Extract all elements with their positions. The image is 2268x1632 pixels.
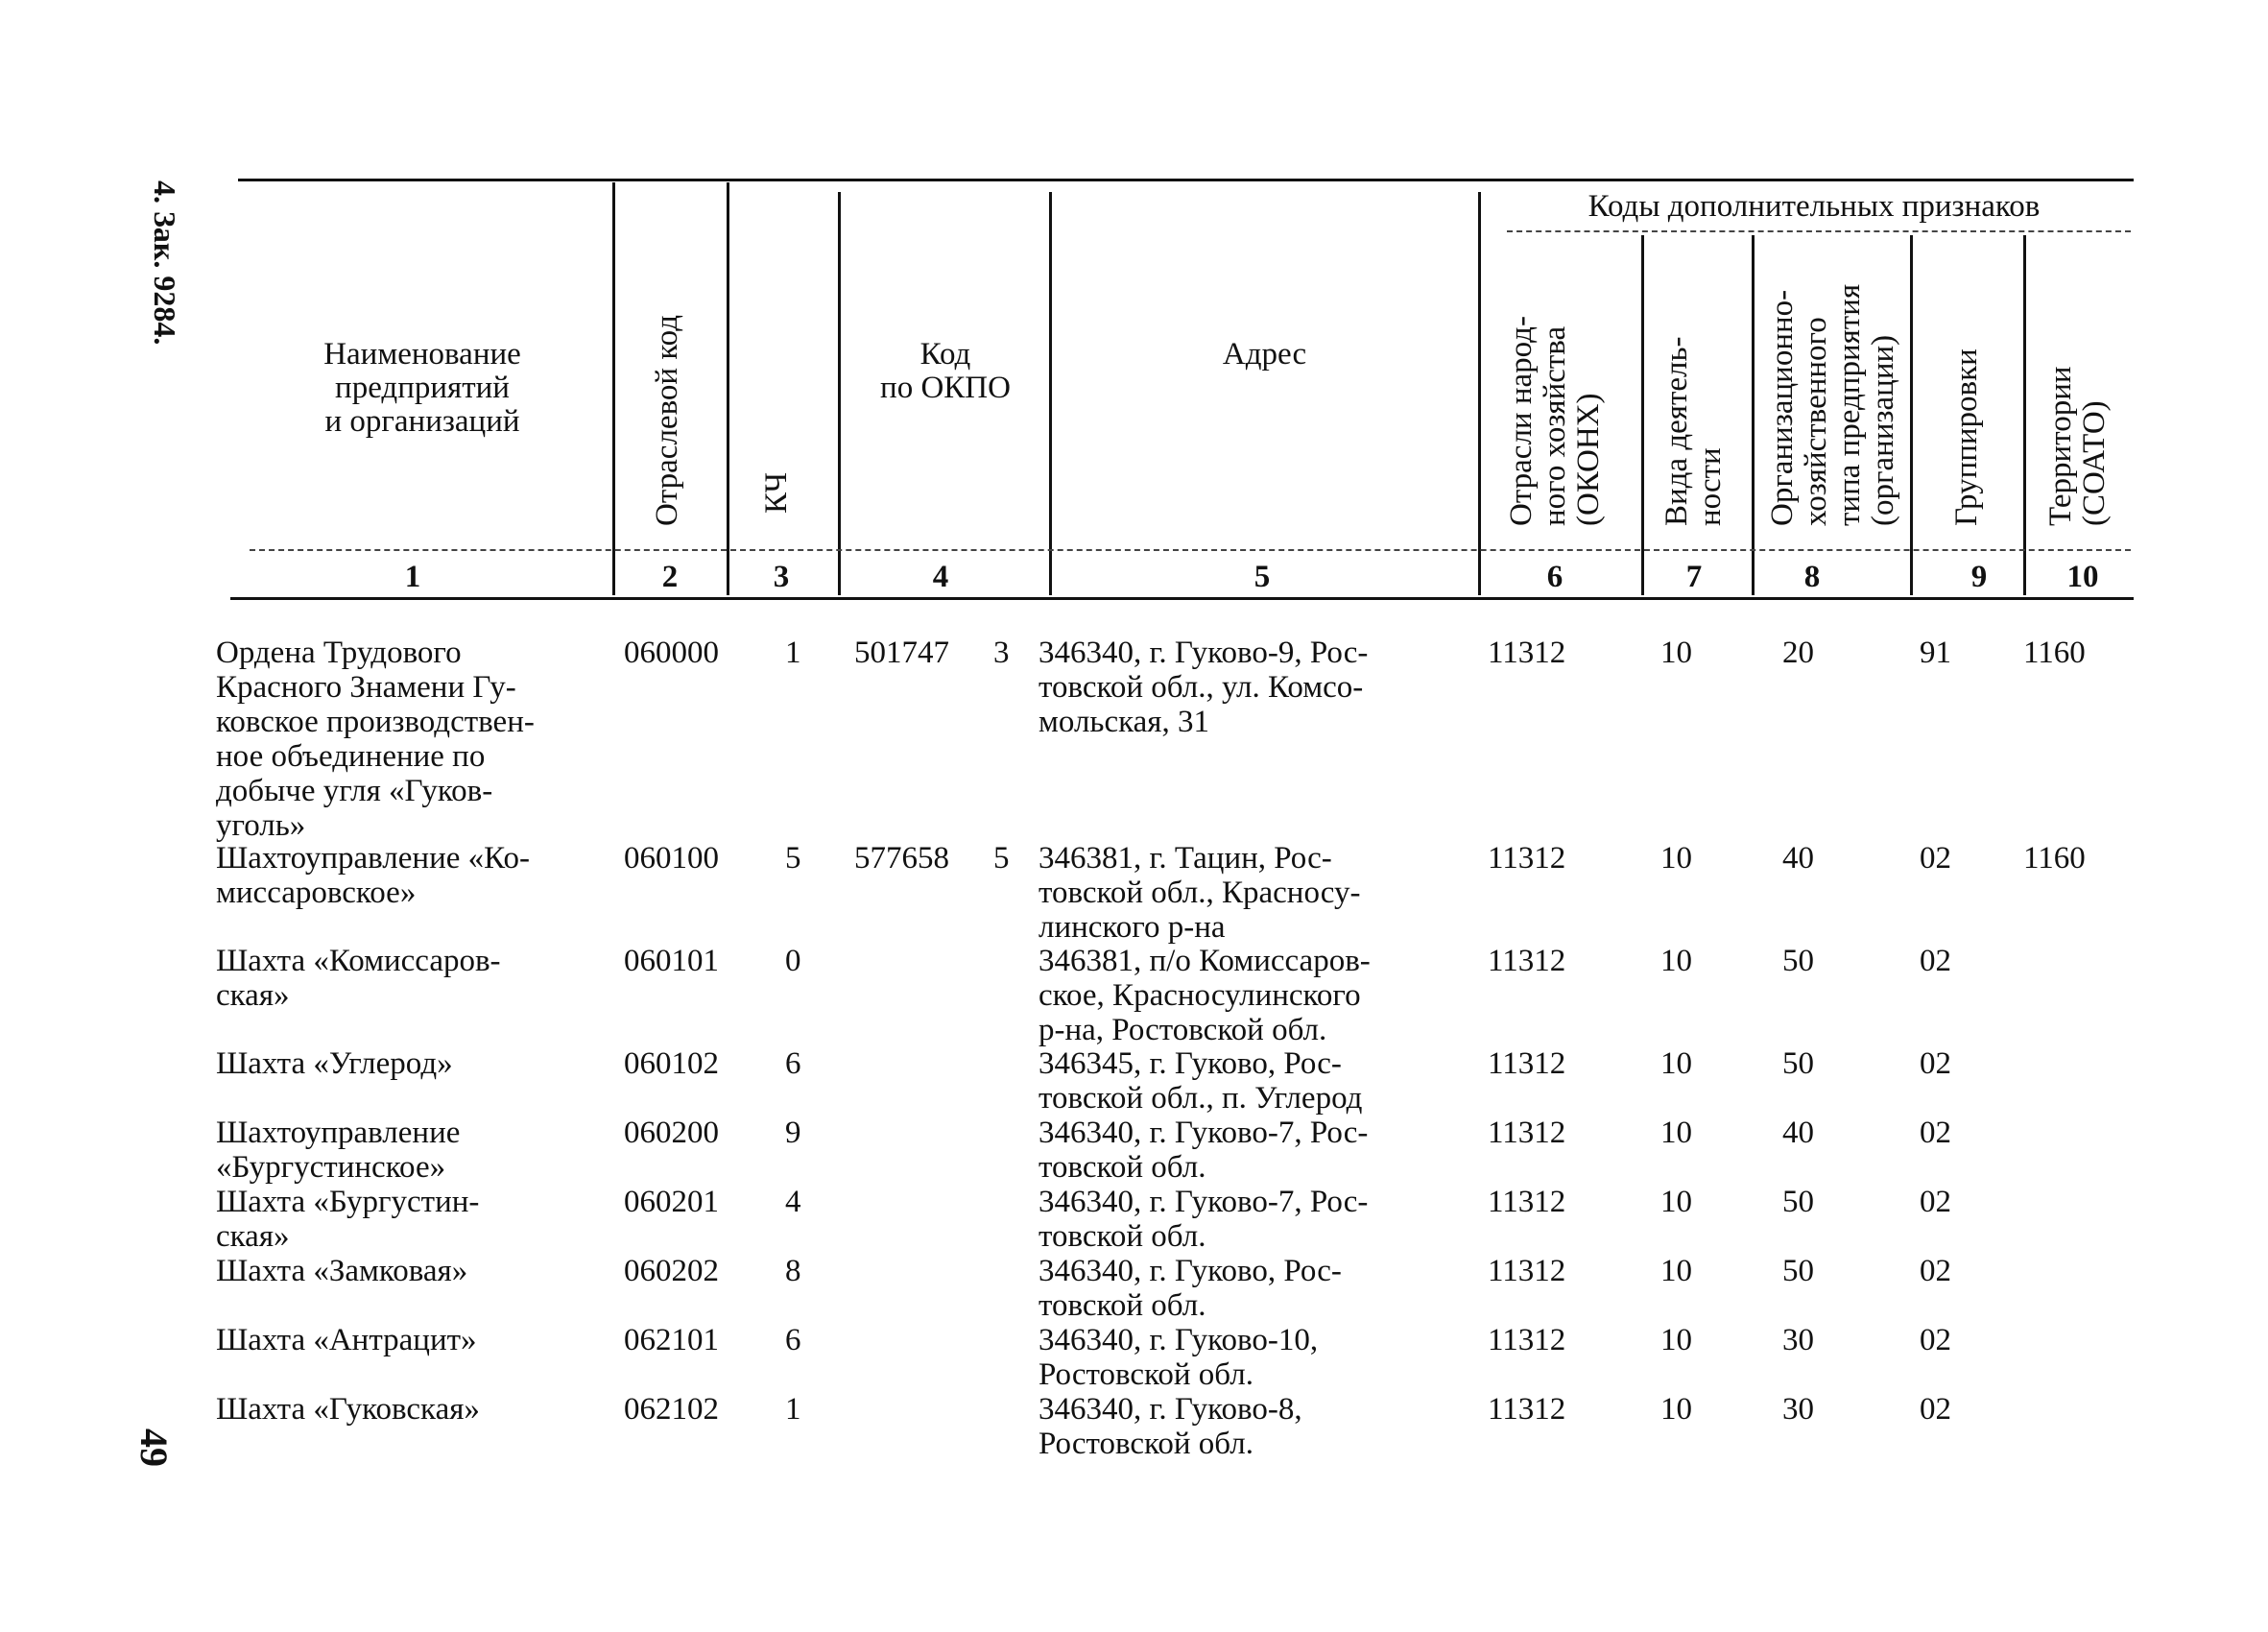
header-divider	[1049, 192, 1052, 595]
header-divider	[1752, 235, 1755, 595]
address	[1039, 1392, 1461, 1461]
sector-code: 060102	[624, 1046, 719, 1081]
address	[1039, 636, 1461, 739]
header-org-type-line: (организации)	[1866, 334, 1900, 526]
column-number: 7	[1685, 560, 1703, 594]
okpo-check: 3	[993, 636, 1010, 670]
org-name-line: Шахта «Замковая»	[216, 1254, 468, 1288]
header-org-type-line: типа предприятия	[1832, 283, 1867, 526]
header-name-line: предприятий	[335, 371, 510, 405]
grouping: 02	[1920, 1116, 1951, 1150]
org-name-line: миссаровское»	[216, 876, 417, 910]
header-grouping: Группировки	[1949, 348, 1984, 526]
okonh: 11312	[1488, 1254, 1566, 1288]
header-okonh-line: ного хозяйства	[1538, 325, 1572, 526]
column-number: 8	[1803, 560, 1821, 594]
header-bottom-rule	[230, 597, 2134, 600]
org-name	[216, 841, 619, 910]
sector-code: 060202	[624, 1254, 719, 1288]
address-line: 346340, г. Гуково, Рос-	[1039, 1254, 1342, 1288]
org-name-line: Ордена Трудового	[216, 636, 462, 670]
soato: 1160	[2023, 636, 2086, 670]
header-group-rule	[1507, 230, 2131, 232]
address-line: мольская, 31	[1039, 705, 1209, 739]
org-name-line: ковское производствен-	[216, 705, 535, 739]
activity: 10	[1660, 1323, 1692, 1357]
grouping: 02	[1920, 1323, 1951, 1357]
address-line: товской обл., Красносу-	[1039, 876, 1361, 910]
kch: 5	[785, 841, 801, 876]
address-line: 346340, г. Гуково-7, Рос-	[1039, 1185, 1369, 1219]
okonh: 11312	[1488, 1323, 1566, 1357]
sector-code: 062101	[624, 1323, 719, 1357]
sector-code: 060100	[624, 841, 719, 876]
org-name-line: ская»	[216, 978, 290, 1013]
org-type: 30	[1782, 1323, 1814, 1357]
header-group-title: Коды дополнительных признаков	[1588, 189, 2041, 224]
kch: 0	[785, 944, 801, 978]
address-line: товской обл., п. Углерод	[1039, 1081, 1363, 1116]
column-number: 3	[773, 560, 790, 594]
sector-code: 060101	[624, 944, 719, 978]
header-address: Адрес	[1222, 337, 1307, 372]
okonh: 11312	[1488, 1116, 1566, 1150]
okpo: 577658	[854, 841, 949, 876]
address-line: 346340, г. Гуково-9, Рос-	[1039, 636, 1369, 670]
header-activity-line: Вида деятель-	[1659, 336, 1694, 526]
header-soato-line: Территории	[2043, 366, 2078, 526]
okonh: 11312	[1488, 841, 1566, 876]
header-name-line: Наименование	[323, 337, 521, 372]
column-number: 6	[1546, 560, 1564, 594]
org-type: 50	[1782, 1254, 1814, 1288]
address	[1039, 1323, 1461, 1392]
address-line: 346345, г. Гуково, Рос-	[1039, 1046, 1342, 1081]
address-line: товской обл., ул. Комсо-	[1039, 670, 1364, 705]
kch: 1	[785, 1392, 801, 1427]
org-name-line: добыче угля «Гуков-	[216, 774, 493, 808]
activity: 10	[1660, 841, 1692, 876]
kch: 9	[785, 1116, 801, 1150]
sector-code: 060201	[624, 1185, 719, 1219]
grouping: 02	[1920, 841, 1951, 876]
org-name-line: ская»	[216, 1219, 290, 1254]
address-line: товской обл.	[1039, 1150, 1206, 1185]
header-org-type-line: хозяйственного	[1799, 317, 1833, 526]
sector-code: 060000	[624, 636, 719, 670]
address	[1039, 841, 1461, 945]
header-number-rule	[250, 549, 2131, 551]
header-divider	[1478, 192, 1481, 595]
address	[1039, 1185, 1461, 1254]
okonh: 11312	[1488, 1185, 1566, 1219]
header-activity	[1660, 336, 1728, 526]
address-line: 346340, г. Гуково-8,	[1039, 1392, 1302, 1427]
address-line: Ростовской обл.	[1039, 1427, 1253, 1461]
header-org-type-line: Организационно-	[1765, 289, 1800, 526]
header-okpo-line: Код	[919, 337, 971, 372]
header-okpo-line: по ОКПО	[880, 371, 1011, 405]
org-name	[216, 1185, 619, 1254]
okonh: 11312	[1488, 1392, 1566, 1427]
grouping: 02	[1920, 1392, 1951, 1427]
header-okonh-line: (ОКОНХ)	[1571, 393, 1606, 526]
soato: 1160	[2023, 841, 2086, 876]
address-line: товской обл.	[1039, 1288, 1206, 1323]
address-line: 346340, г. Гуково-10,	[1039, 1323, 1319, 1357]
header-org-type	[1766, 284, 1900, 526]
page-number: 49	[132, 1428, 176, 1467]
kch: 6	[785, 1323, 801, 1357]
column-number: 9	[1970, 560, 1988, 594]
okpo: 501747	[854, 636, 949, 670]
kch: 6	[785, 1046, 801, 1081]
activity: 10	[1660, 1392, 1692, 1427]
address	[1039, 1116, 1461, 1185]
okpo-check: 5	[993, 841, 1010, 876]
activity: 10	[1660, 1046, 1692, 1081]
org-name-line: Шахта «Антрацит»	[216, 1323, 477, 1357]
org-type: 30	[1782, 1392, 1814, 1427]
address-line: 346381, п/о Комиссаров-	[1039, 944, 1371, 978]
activity: 10	[1660, 1254, 1692, 1288]
org-name	[216, 636, 619, 843]
header-divider	[1910, 235, 1913, 595]
org-name-line: Шахта «Углерод»	[216, 1046, 453, 1081]
grouping: 91	[1920, 636, 1951, 670]
activity: 10	[1660, 944, 1692, 978]
org-name	[216, 1046, 619, 1081]
org-name-line: Шахта «Гуковская»	[216, 1392, 480, 1427]
org-name-line: Красного Знамени Гу-	[216, 670, 516, 705]
address-line: р-на, Ростовской обл.	[1039, 1013, 1327, 1047]
address-line: ское, Красносулинского	[1039, 978, 1361, 1013]
okonh: 11312	[1488, 1046, 1566, 1081]
column-number: 10	[2066, 560, 2099, 594]
kch: 4	[785, 1185, 801, 1219]
header-name-line: и организаций	[324, 404, 520, 439]
address	[1039, 1254, 1461, 1323]
header-divider	[838, 192, 841, 595]
org-name-line: Шахта «Бургустин-	[216, 1185, 480, 1219]
header-okpo	[845, 338, 1046, 405]
grouping: 02	[1920, 1254, 1951, 1288]
org-name	[216, 1254, 619, 1288]
org-type: 40	[1782, 1116, 1814, 1150]
org-type: 40	[1782, 841, 1814, 876]
org-name-line: Шахтоуправление	[216, 1116, 461, 1150]
grouping: 02	[1920, 944, 1951, 978]
org-name	[216, 944, 619, 1013]
address-line: 346340, г. Гуково-7, Рос-	[1039, 1116, 1369, 1150]
address-line: товской обл.	[1039, 1219, 1206, 1254]
address-line: 346381, г. Тацин, Рос-	[1039, 841, 1332, 876]
org-name-line: Шахтоуправление «Ко-	[216, 841, 530, 876]
address-line: линского р-на	[1039, 910, 1226, 945]
org-name	[216, 1392, 619, 1427]
sector-code: 062102	[624, 1392, 719, 1427]
org-type: 50	[1782, 944, 1814, 978]
header-name	[250, 338, 595, 439]
header-okonh	[1505, 316, 1606, 526]
address	[1039, 1046, 1461, 1116]
header-divider	[1641, 235, 1644, 595]
org-name-line: Шахта «Комиссаров-	[216, 944, 501, 978]
address	[1039, 944, 1461, 1047]
org-type: 50	[1782, 1046, 1814, 1081]
org-name-line: «Бургустинское»	[216, 1150, 446, 1185]
activity: 10	[1660, 1185, 1692, 1219]
kch: 8	[785, 1254, 801, 1288]
org-name-line: уголь»	[216, 808, 306, 843]
kch: 1	[785, 636, 801, 670]
org-type: 20	[1782, 636, 1814, 670]
header-divider	[612, 182, 615, 595]
header-top-rule	[238, 179, 2134, 181]
column-number: 4	[932, 560, 949, 594]
org-name	[216, 1116, 619, 1185]
header-kch: КЧ	[759, 471, 794, 514]
org-name	[216, 1323, 619, 1357]
column-number: 1	[404, 560, 421, 594]
activity: 10	[1660, 1116, 1692, 1150]
org-name-line: ное объединение по	[216, 739, 486, 774]
org-type: 50	[1782, 1185, 1814, 1219]
activity: 10	[1660, 636, 1692, 670]
grouping: 02	[1920, 1185, 1951, 1219]
grouping: 02	[1920, 1046, 1951, 1081]
header-activity-line: ности	[1693, 447, 1728, 526]
sector-code: 060200	[624, 1116, 719, 1150]
header-divider	[2023, 235, 2026, 595]
margin-note: 4. Зак. 9284.	[148, 180, 182, 346]
header-soato	[2044, 366, 2112, 526]
column-number: 5	[1253, 560, 1271, 594]
column-number: 2	[661, 560, 679, 594]
header-okonh-line: Отрасли народ-	[1504, 316, 1539, 526]
address-line: Ростовской обл.	[1039, 1357, 1253, 1392]
header-sector-code: Отраслевой код	[650, 314, 684, 526]
header-soato-line: (СОАТО)	[2077, 400, 2112, 526]
header-divider	[727, 182, 729, 595]
okonh: 11312	[1488, 944, 1566, 978]
okonh: 11312	[1488, 636, 1566, 670]
